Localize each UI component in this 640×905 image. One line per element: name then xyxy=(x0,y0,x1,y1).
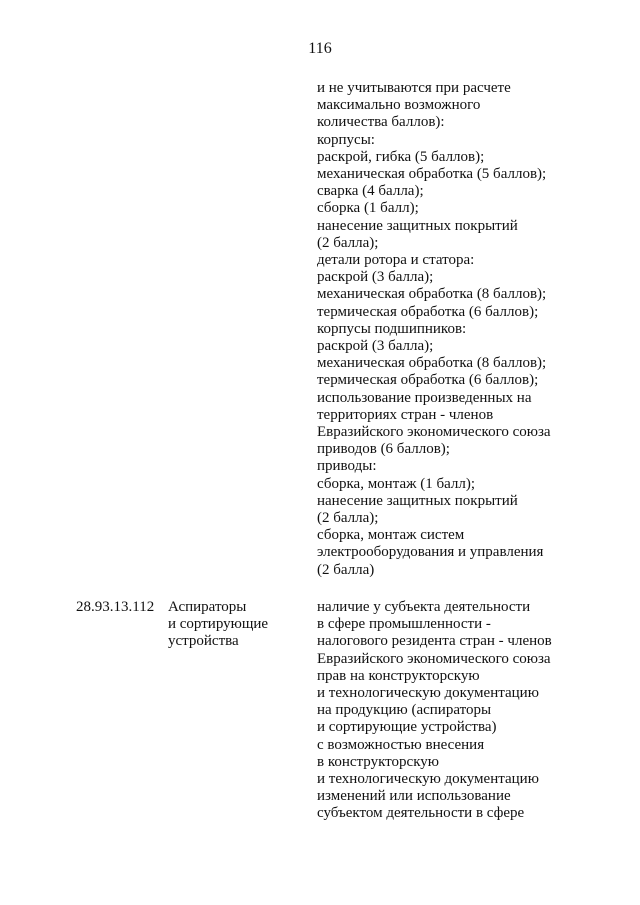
text-line: территориях стран - членов xyxy=(317,406,494,423)
text-line: использование произведенных на xyxy=(317,389,532,406)
product-code: 28.93.13.112 xyxy=(76,599,155,615)
page-number: 116 xyxy=(308,40,332,57)
text-line: и не учитываются при расчете xyxy=(317,80,511,96)
text-line: термическая обработка (6 баллов); xyxy=(317,372,539,389)
text-line: (2 балла) xyxy=(317,561,375,578)
text-line: и технологическую документацию xyxy=(317,771,539,788)
text-line: (2 балла); xyxy=(317,234,379,251)
text-line: приводов (6 баллов); xyxy=(317,441,450,458)
text-line: раскрой (3 балла); xyxy=(317,269,434,286)
text-line: Аспираторы xyxy=(168,599,247,615)
text-line: нанесение защитных покрытий xyxy=(317,492,518,509)
text-line: и сортирующие xyxy=(168,616,269,633)
text-line: максимально возможного xyxy=(317,97,481,114)
text-line: раскрой, гибка (5 баллов); xyxy=(317,148,485,165)
text-line: механическая обработка (8 баллов); xyxy=(317,355,547,372)
text-line: детали ротора и статора: xyxy=(317,252,475,269)
text-line: прав на конструкторскую xyxy=(317,667,480,684)
text-line: количества баллов): xyxy=(317,114,445,131)
text-line: Евразийского экономического союза xyxy=(317,650,551,667)
text-line: сборка, монтаж систем xyxy=(317,527,465,544)
text-line: механическая обработка (5 баллов); xyxy=(317,166,547,183)
text-line: корпусы подшипников: xyxy=(317,320,467,337)
text-line: Евразийского экономического союза xyxy=(317,424,551,441)
text-line: раскрой (3 балла); xyxy=(317,338,434,355)
text-line: нанесение защитных покрытий xyxy=(317,217,518,234)
text-line: термическая обработка (6 баллов); xyxy=(317,303,539,320)
requirements-continuation xyxy=(317,80,617,579)
text-line: сварка (4 балла); xyxy=(317,183,424,200)
text-line: наличие у субъекта деятельности xyxy=(317,599,531,615)
text-line: в сфере промышленности - xyxy=(317,616,491,633)
text-line: (2 балла); xyxy=(317,510,379,527)
text-line: электрооборудования и управления xyxy=(317,544,544,561)
text-line: корпусы: xyxy=(317,131,375,148)
text-line: устройства xyxy=(168,633,239,650)
text-line: изменений или использование xyxy=(317,788,511,805)
product-name xyxy=(168,599,268,651)
text-line: приводы: xyxy=(317,458,377,475)
text-line: сборка (1 балл); xyxy=(317,200,419,217)
text-line: налогового резидента стран - членов xyxy=(317,633,552,650)
text-line: с возможностью внесения xyxy=(317,736,485,753)
text-line: и сортирующие устройства) xyxy=(317,719,497,736)
text-line: субъектом деятельности в сфере xyxy=(317,805,525,822)
text-line: и технологическую документацию xyxy=(317,685,539,702)
text-line: механическая обработка (8 баллов); xyxy=(317,286,547,303)
text-line: в конструкторскую xyxy=(317,753,439,770)
requirements-text xyxy=(317,599,617,823)
text-line: сборка, монтаж (1 балл); xyxy=(317,475,476,492)
text-line: на продукцию (аспираторы xyxy=(317,702,492,719)
